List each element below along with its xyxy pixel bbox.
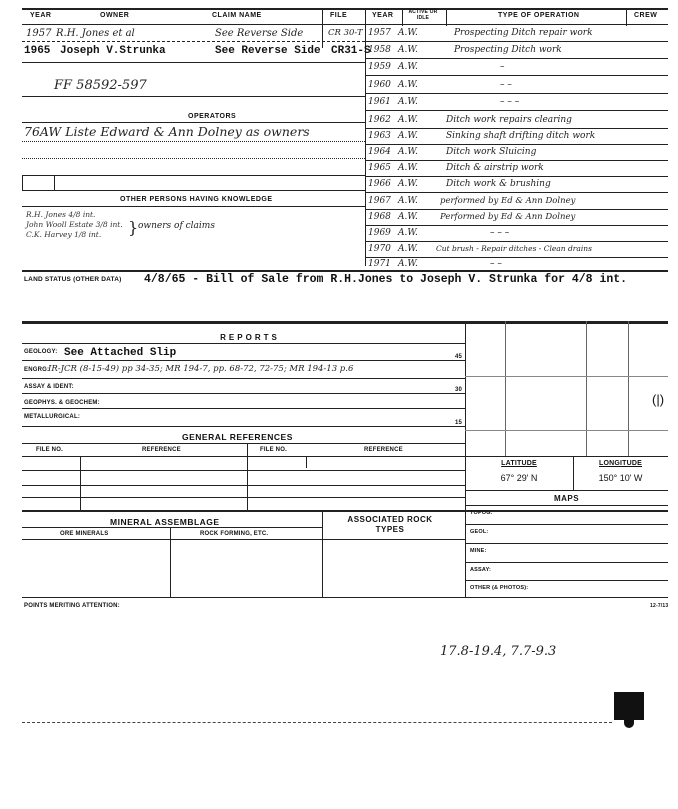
black-registration-mark: [614, 692, 644, 720]
operators-text: 76AW Liste Edward & Ann Dolney as owners: [24, 124, 310, 139]
header-crew: CREW: [634, 12, 658, 19]
operation-year: 1961: [368, 97, 391, 107]
header-active-idle: ACTIVE OR IDLE: [408, 9, 438, 21]
operation-type: Cut brush - Repair ditches - Clean drains: [436, 244, 592, 253]
operation-type: –: [500, 62, 505, 72]
land-status-label: LAND STATUS (OTHER DATA): [24, 276, 122, 283]
operation-status: A.W.: [398, 147, 418, 157]
operation-year: 1962: [368, 115, 391, 125]
knowledge-line-2: John Wooll Estate 3/8 int.: [26, 220, 123, 229]
gr-col-file-2: FILE NO.: [260, 447, 287, 453]
operation-type: Prospecting Ditch work: [454, 45, 562, 55]
grid-mark: (|): [652, 392, 665, 407]
operation-year: 1967: [368, 196, 391, 206]
file-col-divider: [322, 8, 323, 48]
mineral-assemblage-title: MINERAL ASSEMBLAGE: [110, 517, 220, 527]
operation-status: A.W.: [398, 259, 418, 269]
operation-type: Performed by Ed & Ann Dolney: [440, 212, 576, 222]
maps-title: MAPS: [553, 494, 580, 503]
owner-2-file: CR31-S: [331, 45, 371, 57]
latitude-label: LATITUDE: [501, 460, 537, 467]
rock-forming-label: ROCK FORMING, ETC.: [200, 531, 269, 537]
operation-type: Sinking shaft drifting ditch work: [446, 131, 596, 141]
operation-year: 1959: [368, 62, 391, 72]
operation-type: – – –: [500, 97, 520, 107]
gr-col-ref-1: REFERENCE: [142, 447, 181, 453]
operation-year: 1969: [368, 228, 391, 238]
form-number: 12-7/13: [650, 603, 669, 609]
operation-year: 1966: [368, 179, 391, 189]
header-claim-name: CLAIM NAME: [212, 12, 262, 19]
operation-year: 1963: [368, 131, 391, 141]
file-number: FF 58592-597: [54, 78, 147, 93]
operation-status: A.W.: [398, 45, 418, 55]
operators-label: OPERATORS: [188, 113, 237, 120]
year-col-divider: [402, 8, 403, 26]
maps-topog-label: TOPOG:: [470, 510, 493, 516]
land-status-value: 4/8/65 - Bill of Sale from R.H.Jones to Joseph V. Strunka for 4/8 int.: [144, 273, 628, 286]
owner-1-file: CR 30-T: [328, 28, 363, 38]
registration-mark-tail: [624, 720, 634, 728]
knowledge-line-3: C.K. Harvey 1/8 int.: [26, 230, 102, 239]
operation-year: 1960: [368, 80, 391, 90]
owner-2-name: Joseph V.Strunka: [60, 45, 166, 57]
reports-num-15: 15: [455, 420, 463, 426]
operation-status: A.W.: [398, 131, 418, 141]
gr-col-file-1: FILE NO.: [36, 447, 63, 453]
longitude-value: 150° 10' W: [598, 473, 643, 483]
operation-type: – –: [500, 80, 512, 90]
operation-status: A.W.: [398, 163, 418, 173]
right-panel-divider: [465, 321, 466, 597]
operation-status: A.W.: [398, 212, 418, 222]
operation-type: – –: [490, 259, 502, 269]
header-file: FILE: [330, 12, 348, 19]
metallurgical-label: METALLURGICAL:: [24, 414, 81, 420]
operation-status: A.W.: [398, 62, 418, 72]
engrg-label: ENGRG:: [24, 367, 50, 373]
knowledge-line-1: R.H. Jones 4/8 int.: [26, 210, 96, 219]
associated-rock-types: ASSOCIATED ROCK TYPES: [347, 515, 433, 534]
knowledge-brace: }: [128, 218, 139, 237]
operation-type: – – –: [490, 228, 510, 238]
operation-type: Ditch work repairs clearing: [446, 115, 572, 125]
header-year: YEAR: [30, 12, 52, 19]
knowledge-note: owners of claims: [138, 221, 215, 231]
maps-assay-label: ASSAY:: [470, 567, 492, 573]
status-col-divider: [446, 8, 447, 26]
points-meriting-attention-label: POINTS MERITING ATTENTION:: [24, 603, 120, 609]
ore-minerals-label: ORE MINERALS: [60, 531, 109, 537]
geology-value: See Attached Slip: [64, 347, 177, 359]
owner-1-year: 1957: [26, 28, 52, 39]
owner-1-claim: See Reverse Side: [215, 28, 304, 39]
header-year-2: YEAR: [372, 12, 394, 19]
maps-mine-label: MINE:: [470, 548, 487, 554]
owner-1-name: R.H. Jones et al: [56, 28, 135, 39]
operation-year: 1971: [368, 259, 391, 269]
knowledge-label: OTHER PERSONS HAVING KNOWLEDGE: [120, 196, 273, 203]
engrg-value: IR-JCR (8-15-49) pp 34-35; MR 194-7, pp. 68-72, 72-75; MR 194-13 p.6: [48, 364, 354, 374]
maps-geol-label: GEOL:: [470, 529, 489, 535]
operation-year: 1964: [368, 147, 391, 157]
geology-label: GEOLOGY:: [24, 349, 58, 355]
owner-2-claim: See Reverse Side: [215, 45, 321, 57]
longitude-label: LONGITUDE: [598, 460, 643, 467]
operation-year: 1957: [368, 28, 391, 38]
general-references-title: GENERAL REFERENCES: [182, 432, 293, 442]
geophys-label: GEOPHYS. & GEOCHEM:: [24, 400, 100, 406]
header-type-of-operation: TYPE OF OPERATION: [498, 12, 580, 19]
latitude-value: 67° 29' N: [500, 473, 538, 483]
operation-status: A.W.: [398, 196, 418, 206]
operation-year: 1965: [368, 163, 391, 173]
reports-num-45: 45: [455, 354, 463, 360]
header-owner: OWNER: [100, 12, 130, 19]
maps-other-label: OTHER (& PHOTOS):: [470, 585, 529, 591]
operation-type: Ditch work & brushing: [446, 179, 551, 189]
operation-year: 1970: [368, 244, 391, 254]
operation-type: Ditch & airstrip work: [446, 163, 544, 173]
operation-status: A.W.: [398, 179, 418, 189]
operation-status: A.W.: [398, 28, 418, 38]
operation-type: Ditch work Sluicing: [446, 147, 537, 157]
operation-status: A.W.: [398, 80, 418, 90]
assay-label: ASSAY & IDENT:: [24, 384, 74, 390]
operation-status: A.W.: [398, 228, 418, 238]
crew-col-divider: [626, 8, 627, 26]
operation-type: Prospecting Ditch repair work: [454, 28, 593, 38]
operation-status: A.W.: [398, 115, 418, 125]
operation-year: 1968: [368, 212, 391, 222]
gr-col-ref-2: REFERENCE: [364, 447, 403, 453]
operation-year: 1958: [368, 45, 391, 55]
operation-status: A.W.: [398, 97, 418, 107]
bottom-note: 17.8-19.4, 7.7-9.3: [440, 644, 557, 659]
reports-num-30: 30: [455, 387, 463, 393]
operation-type: performed by Ed & Ann Dolney: [440, 196, 576, 206]
owner-2-year: 1965: [24, 45, 51, 57]
operation-status: A.W.: [398, 244, 418, 254]
reports-title: REPORTS: [220, 333, 280, 342]
